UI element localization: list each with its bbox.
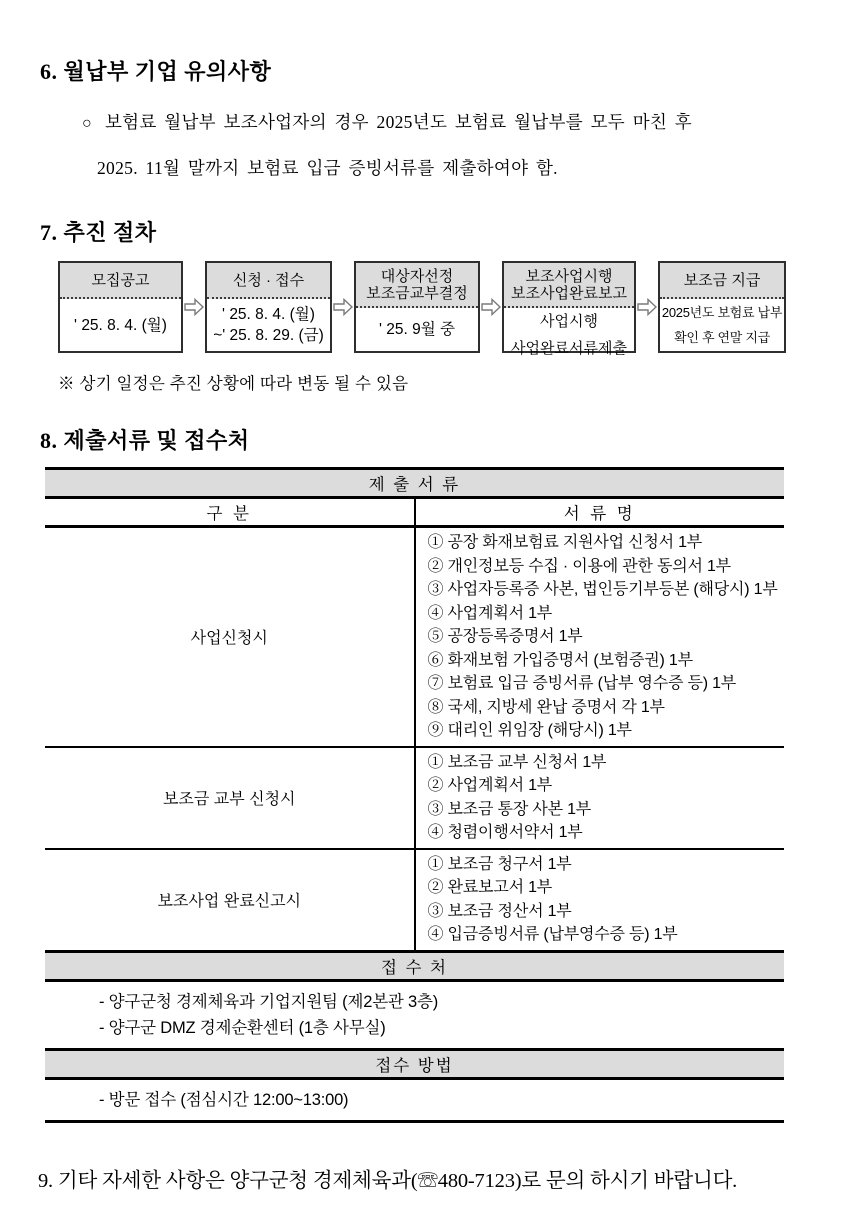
method-list: [45, 1078, 784, 1121]
document-item: ⑤ 공장등록증명서 1부: [427, 628, 583, 645]
flow-arrow-icon: [332, 261, 354, 353]
document-item: ⑨ 대리인 위임장 (해당시) 1부: [427, 722, 632, 739]
flow-step-title: 보조금 지급: [683, 272, 761, 289]
document-item: ② 완료보고서 1부: [427, 879, 553, 896]
document-item: ① 공장 화재보험료 지원사업 신청서 1부: [427, 534, 703, 551]
flow-step-body: [60, 299, 181, 351]
paragraph-line: [40, 146, 820, 190]
table-row-grant-application: [45, 747, 784, 849]
flow-step-title: 보조사업시행: [525, 268, 613, 285]
flow-step-header: [60, 263, 181, 299]
flow-step-header: [356, 263, 478, 308]
section-6-heading: 6. 월납부 기업 유의사항: [40, 59, 272, 84]
flow-arrow-icon: [480, 261, 502, 353]
method-title-row: [45, 1049, 784, 1078]
reception-title: 접 수 처: [45, 951, 784, 980]
table-title-row: [45, 469, 784, 498]
flow-step-selection: [354, 261, 480, 353]
circle-bullet: ○: [82, 115, 92, 132]
schedule-note: ※ 상기 일정은 추진 상황에 따라 변동 될 수 있음: [58, 375, 409, 393]
section-6-paragraph: [40, 100, 820, 190]
flow-step-body: [356, 308, 478, 351]
document-list: [415, 849, 785, 952]
document-item: ① 보조금 교부 신청서 1부: [427, 753, 607, 771]
table-row-application: [45, 527, 784, 747]
column-header-category: 구 분: [45, 498, 415, 527]
method-item: - 방문 접수 (점심시간 12:00~13:00): [99, 1090, 349, 1109]
document-item: ⑧ 국세, 지방세 완납 증명서 각 1부: [427, 698, 665, 716]
document-item: ② 개인정보등 수집 · 이용에 관한 동의서 1부: [427, 557, 731, 575]
section-8-heading: 8. 제출서류 및 접수처: [40, 428, 250, 453]
table-row-completion-report: [45, 849, 784, 952]
flow-step-announcement: [58, 261, 183, 353]
section-9-contact: 9. 기타 자세한 사항은 양구군청 경제체육과(☏480-7123)로 문의 하시기 바랍니다.: [38, 1169, 738, 1192]
method-list-row: [45, 1078, 784, 1121]
flow-step-date: ~' 25. 8. 29. (금): [213, 327, 324, 344]
flow-step-payment: [658, 261, 786, 353]
flow-step-title: 대상자선정: [380, 268, 454, 285]
document-item: ④ 사업계획서 1부: [427, 604, 553, 622]
method-title: 접수 방법: [45, 1049, 784, 1078]
group-label: 사업신청시: [45, 527, 415, 747]
section-7-heading: 7. 추진 절차: [40, 220, 157, 245]
flow-step-header: [504, 263, 634, 308]
flow-step-application: [205, 261, 332, 353]
document-item: ⑥ 화재보험 가입증명서 (보험증권) 1부: [427, 651, 693, 669]
reception-title-row: [45, 951, 784, 980]
flow-step-header: [207, 263, 330, 299]
documents-table: [45, 467, 784, 1123]
flow-step-body: [207, 299, 330, 351]
flow-step-detail: 2025년도 보험료 납부: [661, 305, 783, 320]
paragraph-line: [40, 100, 820, 146]
flow-step-title: 보조금교부결정: [366, 285, 468, 302]
document-item: ④ 입금증빙서류 (납부영수증 등) 1부: [427, 926, 678, 943]
paragraph-text: 보험료 월납부 보조사업자의 경우 2025년도 보험료 월납부를 모두 마친 후: [104, 112, 692, 132]
flow-arrow-icon: [183, 261, 205, 353]
flow-step-title: 신청 · 접수: [232, 272, 305, 289]
group-label: 보조사업 완료신고시: [45, 849, 415, 952]
flow-step-date: ' 25. 8. 4. (월): [222, 306, 315, 323]
flow-step-detail: 사업시행: [540, 313, 598, 330]
flow-step-header: [660, 263, 784, 299]
flow-step-detail: 확인 후 연말 지급: [674, 330, 770, 345]
reception-item: - 양구군 DMZ 경제순환센터 (1층 사무실): [99, 1018, 386, 1037]
reception-item: - 양구군청 경제체육과 기업지원팀 (제2본관 3층): [99, 992, 439, 1011]
document-item: ④ 청렴이행서약서 1부: [427, 824, 583, 841]
process-flowchart: [58, 261, 820, 357]
document-item: ② 사업계획서 1부: [427, 777, 553, 794]
flow-step-detail: 사업완료서류제출: [511, 340, 627, 357]
reception-list: [45, 980, 784, 1049]
document-item: ③ 보조금 통장 사본 1부: [427, 800, 592, 818]
table-column-header-row: [45, 498, 784, 527]
flow-step-title: 보조사업완료보고: [511, 285, 627, 302]
flow-arrow-icon: [636, 261, 658, 353]
document-item: ③ 보조금 정산서 1부: [427, 902, 572, 920]
document-item: ③ 사업자등록증 사본, 법인등기부등본 (해당시) 1부: [427, 581, 778, 598]
flow-step-body: [660, 299, 784, 351]
table-title: 제 출 서 류: [45, 469, 784, 498]
document-list: [415, 747, 785, 849]
group-label: 보조금 교부 신청시: [45, 747, 415, 849]
flow-step-body: [504, 308, 634, 362]
flow-step-title: 모집공고: [91, 272, 150, 289]
reception-list-row: [45, 980, 784, 1049]
column-header-document: 서 류 명: [415, 498, 785, 527]
flow-step-execution: [502, 261, 636, 357]
document-list: [415, 527, 785, 747]
document-item: ⑦ 보험료 입금 증빙서류 (납부 영수증 등) 1부: [427, 675, 737, 692]
paragraph-text: 2025. 11월 말까지 보험료 입금 증빙서류를 제출하여야 함.: [97, 158, 558, 178]
flow-step-date: ' 25. 9월 중: [379, 321, 455, 338]
flow-step-date: ' 25. 8. 4. (월): [74, 316, 167, 334]
document-item: ① 보조금 청구서 1부: [427, 855, 572, 873]
